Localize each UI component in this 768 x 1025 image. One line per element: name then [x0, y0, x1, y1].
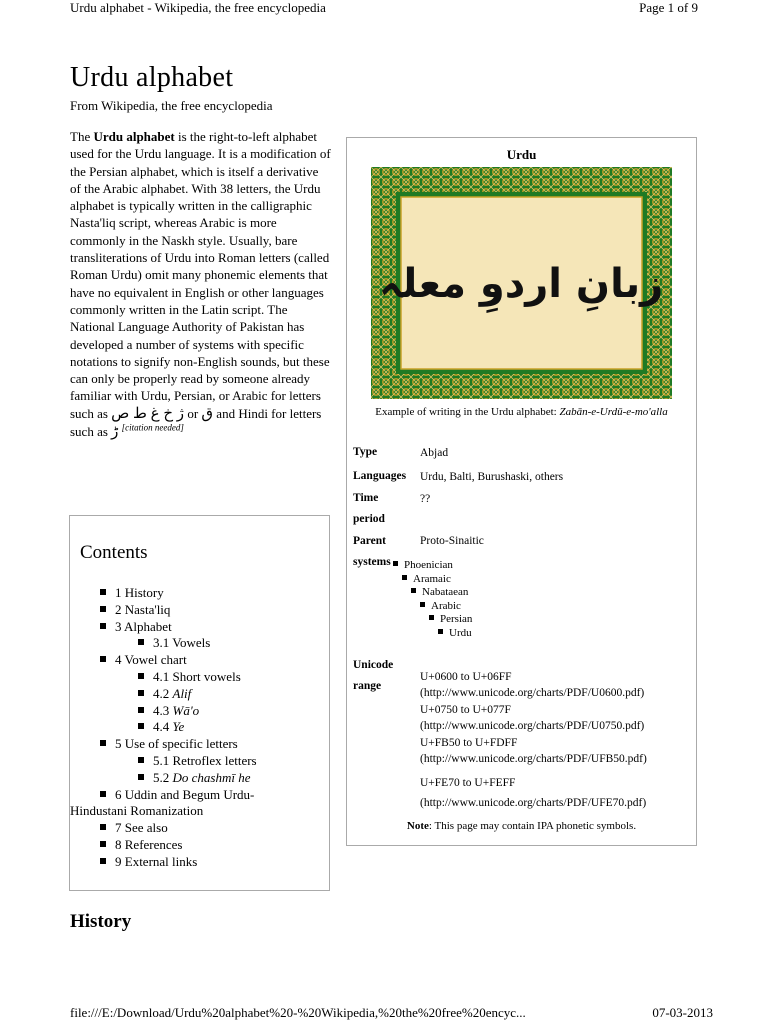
- unicode-link-3[interactable]: (http://www.unicode.org/charts/PDF/UFB50.pdf): [420, 753, 647, 765]
- bullet-icon: [138, 673, 144, 679]
- unicode-range-4: U+FE70 to U+FEFF: [420, 777, 516, 789]
- toc-item[interactable]: [100, 820, 257, 837]
- toc-item[interactable]: [70, 803, 257, 820]
- toc-item-number: 5.2: [153, 769, 170, 785]
- parent-tree-item[interactable]: [393, 573, 472, 587]
- arabic-rre: ڑ: [111, 424, 119, 441]
- toc-item-label: 3 Alphabet: [115, 618, 172, 634]
- print-footer: [70, 1005, 713, 1025]
- toc-item-label: 4.1 Short vowels: [153, 668, 241, 684]
- arabic-qaf: ق: [201, 405, 214, 422]
- time-label: Time: [353, 492, 379, 504]
- bullet-icon: [100, 740, 106, 746]
- intro-text-2: is the right-to-left alphabet used for the Urdu language. It is a modification of the Persian alphabet, which is itself a derivative of the Arabic alphabet. With 38 letters, the Urdu alphabet is typically written in the calligraphic Nasta'liq script, whereas Arabic is more commonly in the Naskh style. Usually, bare transliterations of Urdu into Roman letters (called Roman Urdu) omit many phonemic elements that have no equivalent in English or other languages commonly written in the Latin script. The National Language Authority of Pakistan has developed a number of systems with specific notations to signify non-English sounds, but these can only be properly read by someone already familiar with Urdu, Persian, or Arabic for letters such as: [70, 129, 331, 421]
- parent-tree-label: Aramaic: [413, 572, 451, 585]
- image-caption: [357, 404, 686, 421]
- caption-prefix: Example of writing in the Urdu alphabet:: [375, 406, 560, 418]
- parent-tree-label: Urdu: [449, 626, 472, 639]
- toc-item[interactable]: [100, 837, 257, 854]
- toc-item[interactable]: [100, 686, 257, 703]
- bullet-icon: [438, 629, 443, 634]
- unicode-range-3: U+FB50 to U+FDFF: [420, 736, 518, 749]
- toc-item[interactable]: [100, 703, 257, 720]
- parent-tree-label: Arabic: [431, 599, 461, 612]
- type-value: Abjad: [420, 447, 449, 459]
- table-of-contents: [69, 515, 330, 891]
- toc-item-label: Alif: [172, 685, 192, 701]
- unicode-range-2: U+0750 to U+077F: [420, 703, 511, 716]
- parent-tree-label: Nabataean: [422, 586, 469, 599]
- toc-item[interactable]: [100, 736, 257, 753]
- toc-item[interactable]: [100, 619, 257, 636]
- parent-value: Proto-Sinaitic: [420, 535, 484, 547]
- toc-item-label: Wā'o: [172, 702, 200, 718]
- urdu-calligraphy-image: [371, 167, 672, 399]
- bullet-icon: [100, 656, 106, 662]
- parent-tree-item[interactable]: [393, 627, 472, 641]
- toc-item-label: Ye: [172, 719, 185, 735]
- time-value: ??: [420, 493, 431, 505]
- toc-item[interactable]: [100, 602, 257, 619]
- toc-item-label: 5 Use of specific letters: [115, 736, 238, 752]
- article-subtitle: From Wikipedia, the free encyclopedia: [70, 98, 273, 113]
- toc-item-label: 5.1 Retroflex letters: [153, 752, 257, 768]
- bullet-icon: [138, 757, 144, 763]
- toc-item-label: 8 References: [115, 836, 183, 852]
- bullet-icon: [420, 602, 425, 607]
- bullet-icon: [100, 791, 106, 797]
- unicode-link-1[interactable]: (http://www.unicode.org/charts/PDF/U0600.pdf): [420, 687, 645, 700]
- bullet-icon: [100, 841, 106, 847]
- intro-paragraph: [70, 128, 332, 441]
- parent-tree-item[interactable]: [393, 586, 472, 600]
- toc-item-label: 1 History: [115, 585, 164, 600]
- unicode-link-2[interactable]: (http://www.unicode.org/charts/PDF/U0750.pdf): [420, 720, 645, 733]
- print-page-number: Page 1 of 9: [639, 0, 698, 15]
- intro-bold-term: Urdu alphabet: [93, 129, 175, 144]
- intro-text-4: and Hindi for letters such as: [70, 405, 322, 440]
- toc-item-label: Hindustani Romanization: [70, 803, 204, 819]
- print-footer-url: file:///E:/Download/Urdu%20alphabet%20-%20Wikipedia,%20the%20free%20encyc...: [70, 1005, 526, 1020]
- parent-tree-label: Persian: [440, 613, 473, 626]
- infobox: [346, 137, 697, 846]
- toc-item-label: 7 See also: [115, 820, 168, 836]
- period-label: period: [353, 513, 385, 525]
- toc-item[interactable]: [100, 770, 257, 787]
- parent-tree-item[interactable]: [393, 559, 472, 573]
- bullet-icon: [138, 639, 144, 645]
- toc-item-label: Do chashmī he: [172, 769, 251, 785]
- parent-tree-item[interactable]: [393, 613, 472, 627]
- bullet-icon: [100, 589, 106, 595]
- print-header-title: Urdu alphabet - Wikipedia, the free encyclopedia: [70, 0, 326, 15]
- parent-tree-item[interactable]: [393, 600, 472, 614]
- parent-systems-tree: [393, 559, 472, 641]
- toc-item-label: 4 Vowel chart: [115, 652, 187, 668]
- arabic-letters: ژ خ غ ط ص: [111, 405, 185, 422]
- languages-label: Languages: [353, 470, 407, 482]
- type-label: Type: [353, 446, 378, 458]
- toc-list: [70, 585, 257, 871]
- print-header: [70, 0, 698, 20]
- note-text: : This page may contain IPA phonetic symbols.: [428, 820, 637, 832]
- toc-item-number: 4.2: [153, 685, 170, 701]
- infobox-title: Urdu: [506, 147, 537, 162]
- languages-value: Urdu, Balti, Burushaski, others: [420, 471, 564, 483]
- calligraphy-text: زبانِ اردوِ معلہ: [378, 261, 664, 307]
- bullet-icon: [138, 723, 144, 729]
- unicode-link-4[interactable]: (http://www.unicode.org/charts/PDF/UFE70.pdf): [420, 797, 647, 809]
- bullet-icon: [411, 588, 416, 593]
- toc-item[interactable]: [100, 585, 257, 602]
- ipa-note: [347, 820, 696, 832]
- caption-italic: Zabān-e-Urdū-e-mo'alla: [559, 406, 668, 418]
- toc-item[interactable]: [100, 652, 257, 669]
- toc-item-label: 9 External links: [115, 853, 198, 869]
- intro-text-1: The: [70, 129, 94, 144]
- toc-item[interactable]: [100, 635, 257, 652]
- bullet-icon: [402, 575, 407, 580]
- range-label: range: [353, 680, 382, 692]
- unicode-range-1: U+0600 to U+06FF: [420, 671, 512, 683]
- bullet-icon: [100, 606, 106, 612]
- toc-item-number: 4.3: [153, 702, 170, 718]
- unicode-label: Unicode: [353, 659, 394, 671]
- toc-item-label: 2 Nasta'liq: [115, 601, 171, 617]
- bullet-icon: [393, 561, 398, 566]
- toc-item[interactable]: [100, 719, 257, 736]
- parent-label: Parent: [353, 535, 387, 547]
- toc-item-number: 4.4: [153, 719, 170, 735]
- toc-item-label: 6 Uddin and Begum Urdu-: [115, 786, 255, 802]
- intro-text-3: or: [184, 405, 202, 421]
- bullet-icon: [138, 774, 144, 780]
- bullet-icon: [138, 707, 144, 713]
- toc-item[interactable]: [100, 669, 257, 686]
- toc-item[interactable]: [100, 854, 257, 871]
- systems-label: systems: [353, 556, 391, 568]
- note-bold: Note: [406, 820, 429, 832]
- toc-item[interactable]: [100, 753, 257, 770]
- toc-item[interactable]: [100, 787, 257, 804]
- bullet-icon: [100, 858, 106, 864]
- toc-title: Contents: [80, 542, 148, 563]
- toc-item-label: 3.1 Vowels: [153, 635, 211, 651]
- section-heading-history: History: [70, 911, 132, 932]
- bullet-icon: [100, 824, 106, 830]
- bullet-icon: [429, 615, 434, 620]
- citation-needed-link[interactable]: [citation needed]: [121, 422, 184, 433]
- bullet-icon: [100, 623, 106, 629]
- bullet-icon: [138, 690, 144, 696]
- article-title: Urdu alphabet: [70, 62, 234, 93]
- parent-tree-label: Phoenician: [404, 559, 453, 571]
- print-footer-date: 07-03-2013: [652, 1005, 713, 1020]
